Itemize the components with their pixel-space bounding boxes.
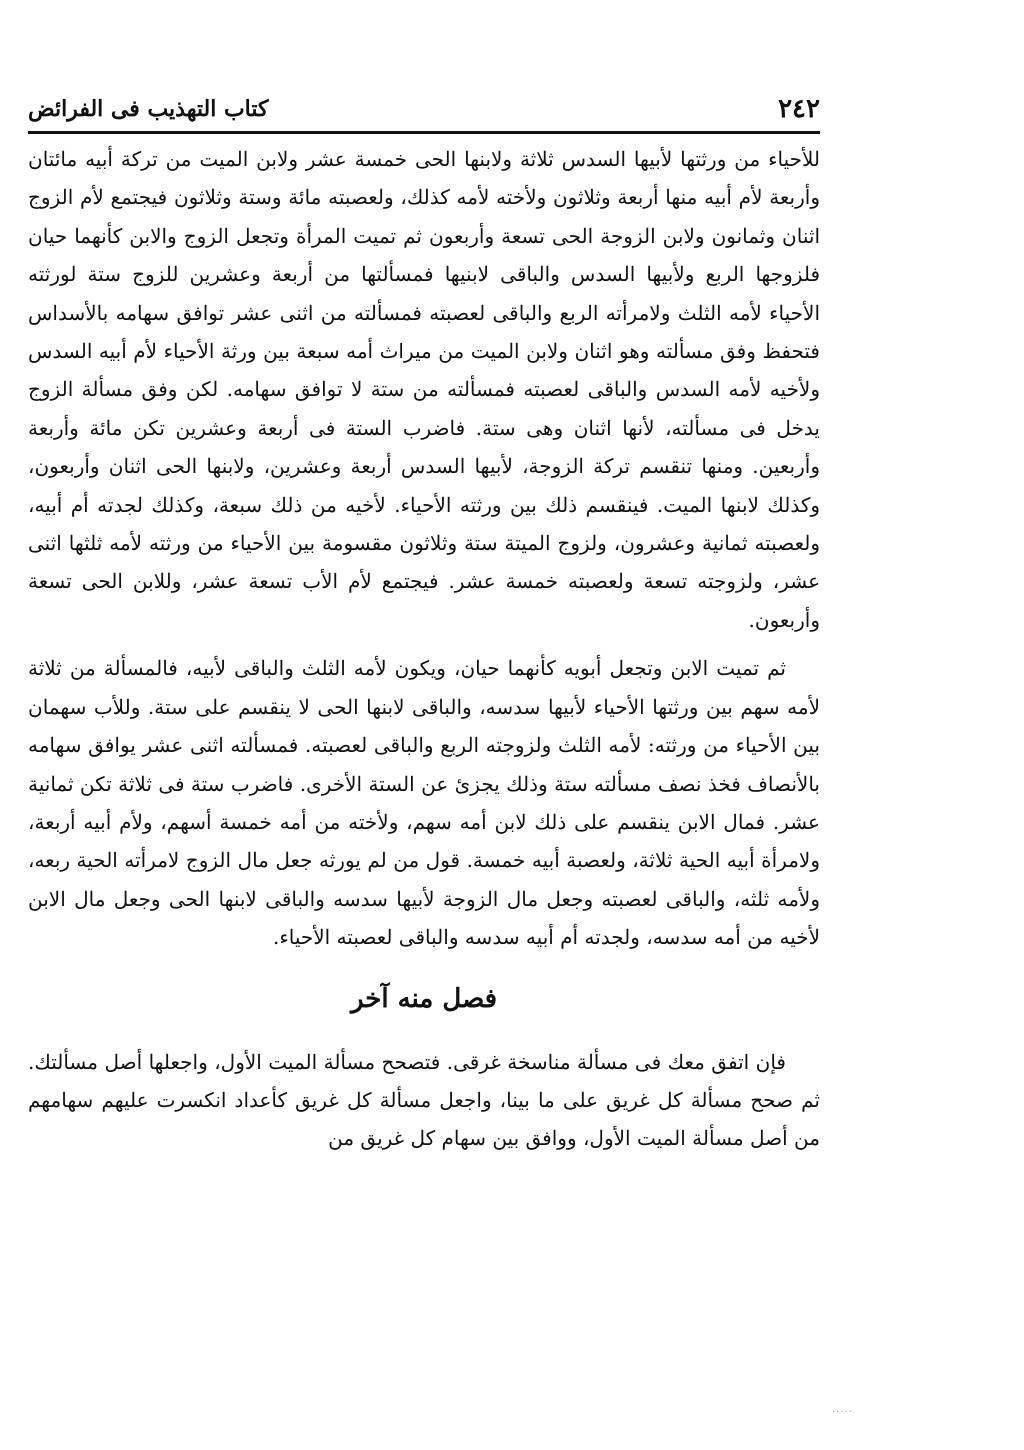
page-header xyxy=(28,92,820,126)
page-number: ٢٤٢ xyxy=(778,94,820,124)
body-text xyxy=(28,140,820,1158)
header-rule xyxy=(28,131,820,134)
section-heading: فصل منه آخر xyxy=(350,983,498,1014)
running-title: كتاب التهذيب فى الفرائض xyxy=(28,96,269,122)
margin-mark: ..... xyxy=(832,1404,853,1415)
paragraph-1: للأحياء من ورثتها لأبيها السدس ثلاثة ولابنها الحى خمسة عشر ولابن الميت من تركة أبيه مائتان وأربعة لأم أبيه منها أربعة وثلاثون ولأخته لأمه كذلك، ولعصبته مائة وستة وثلاثون فيجتمع لأم الزوج اثنان وثمانون ولابن الزوجة الحى تسعة وأربعون ثم تميت المرأة وتجعل الزوج والابن كأنهما حيان فلزوجها الربع ولأبيها السدس والباقى لابنيها فمسألتها من أربعة وعشرين للزوج ستة لورثته الأحياء لأمه الثلث ولامرأته الربع والباقى لعصبته فمسألته من اثنى عشر توافق سهامه بالأسداس فتحفظ وفق مسألته وهو اثنان ولابن الميت من ميراث أمه سبعة بين ورثة الأحياء لأم أبيه السدس ولأخيه لأمه السدس والباقى لعصبته فمسألته من ستة لا توافق سهامه. لكن وفق مسألة الزوج يدخل فى مسألته، لأنها اثنان وهى ستة. فاضرب الستة فى أربعة وعشرين تكن مائة وأربعة وأربعين. ومنها تنقسم تركة الزوجة، لأبيها السدس أربعة وعشرين، ولابنها الحى اثنان وأربعون، وكذلك لابنها الميت. فينقسم ذلك بين ورثته الأحياء. لأخيه من ذلك سبعة، وكذلك لجدته أم أبيه، ولعصبته ثمانية وعشرون، ولزوج الميتة ستة وثلاثون مقسومة بين الأحياء من ورثته لأمه ثلثها اثنى عشر، ولزوجته تسعة ولعصبته خمسة عشر. فيجتمع لأم الأب تسعة عشر، وللابن الحى تسعة وأربعون. xyxy=(28,147,821,632)
paragraph-3: فإن اتفق معك فى مسألة مناسخة غرقى. فتصحح مسألة الميت الأول، واجعلها أصل مسألتك. ثم صحح مسألة كل غريق على ما بينا، واجعل مسألة كل غريق كأعداد انكسرت عليهم سهامهم من أصل مسألة الميت الأول، ووافق بين سهام كل غريق من xyxy=(28,1049,820,1151)
paragraph-2: ثم تميت الابن وتجعل أبويه كأنهما حيان، ويكون لأمه الثلث والباقى لأبيه، فالمسألة من ثلاثة لأمه سهم بين ورثتها الأحياء لأبيها سدسه، والباقى لابنها الحى لا ينقسم على ستة. وللأب سهمان بين الأحياء من ورثته: لأمه الثلث ولزوجته الربع والباقى لعصبته. فمسألته اثنى عشر يوافق سهامه بالأنصاف فخذ نصف مسألته ستة وذلك يجزئ عن الستة الأخرى. فاضرب ستة فى ثلاثة تكن ثمانية عشر. فمال الابن ينقسم على ذلك لابن أمه سهم، ولأخته من أمه خمسة أسهم، ولأم أبيه أربعة، ولامرأة أبيه الحية ثلاثة، ولعصبة أبيه خمسة. قول من لم يورثه جعل مال الزوج لامرأته الحية ربعه، ولأمه ثلثه، والباقى لعصبته وجعل مال الزوجة لأبيها سدسه والباقى لابنها الحى وجعل مال الابن لأخيه من أمه سدسه، ولجدته أم أبيه سدسه والباقى لعصبته الأحياء. xyxy=(28,656,820,950)
